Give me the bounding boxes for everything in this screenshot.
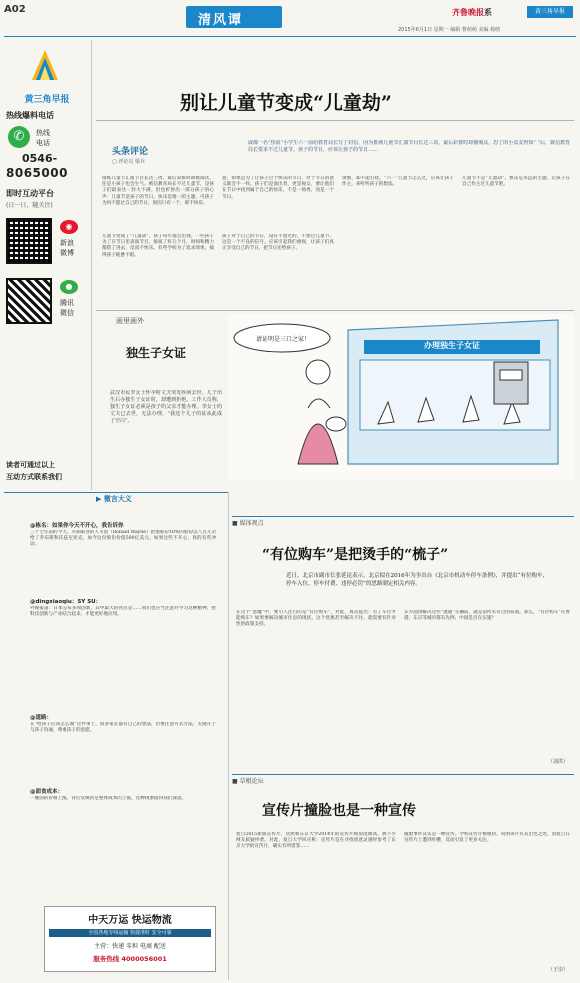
view-tag-text: 媒体观点 <box>239 520 264 527</box>
headline-body-5: 现象，却不能打扰。“六一”儿童节怎么过，应该让孩子作主，多听听孩子的想法。 <box>342 176 454 188</box>
talk-tag-marker-icon: ■ <box>232 778 238 785</box>
view-tag <box>232 518 264 527</box>
cartoon-rule <box>96 310 574 311</box>
weibo-item-name: @面食成本： <box>30 789 64 795</box>
page-number: A02 <box>4 4 26 15</box>
talk-rule <box>232 774 574 775</box>
weibo-header <box>96 494 132 504</box>
scan-text-2: 互动方式联系我们 <box>6 473 62 481</box>
brand-logo-icon <box>28 50 62 88</box>
weibo-item-4 <box>30 788 216 860</box>
weibo-qr-code[interactable] <box>6 218 52 264</box>
hotline-number[interactable]: 8065000 <box>6 166 68 180</box>
weibo-label-2: 微博 <box>60 249 74 257</box>
wechat-label-2: 微信 <box>60 309 74 317</box>
weibo-item-text: 一碗面的价格上涨，背后反映的是整体成本的上涨，这种现象值得我们深思。 <box>30 796 187 801</box>
cartoon-title: 独生子女证 <box>126 346 187 360</box>
weibo-item-name: @道路： <box>30 715 53 721</box>
weibo-label-1: 新浪 <box>60 239 74 247</box>
masthead-badge: 黄三角早报 <box>527 6 573 18</box>
headline-body-3: 意，如果是为了让孩子过个快乐的节日，对于节日的意义就会不一样。孩子们是演出者，更是观众，要让他们在节日中找到属于自己的快乐，不是一场秀，而是一个节日。 <box>222 176 334 200</box>
hotline-area-code[interactable]: 0546- <box>22 152 58 165</box>
sidebar-divider <box>91 40 92 490</box>
headline-body-6: 儿童节不是“儿童劫”，快乐是永远的主题，让孩子在自己作主过儿童节吧。 <box>462 176 570 188</box>
headline-title: 别让儿童节变成“儿童劫” <box>180 92 392 114</box>
view-sign: （刘洪） <box>548 759 569 765</box>
hotline-label-2: 电话 <box>36 139 50 147</box>
wechat-label-1: 腾讯 <box>60 299 74 307</box>
phone-icon: ✆ <box>8 126 30 148</box>
view-tag-marker-icon: ■ <box>232 520 238 527</box>
view-lead: 近日，北京市副市长张延昆表示，北京拟在2016年为争出台《北京市机动车停车条例》，并提出“有位购车、停车入位、停车付费、违停必罚”的思路制定相关内容。 <box>286 573 548 587</box>
sidebar <box>4 40 88 480</box>
weibo-header-text: 微言大义 <box>103 495 132 503</box>
ad-phone[interactable]: 服务热线 4000056001 <box>93 955 167 963</box>
cartoon-kicker: 画里画外 <box>116 317 144 325</box>
weibo-item-name: @dingxiaoqiu：SY SU： <box>30 599 102 605</box>
cartoon-body: 武汉市民李女士怀孕时丈夫突发疾病去世，儿子出生后办独生子女证时，却遭到拒绝。工作人员称，独生子女证必须是孩子的父亲才能办理。李女士的丈夫已去世，无法办理，“我这个儿子的证从此成了空白”。 <box>110 390 222 424</box>
talk-tag-text: 草根论坛 <box>239 778 264 785</box>
talk-title: 宣传片撞脸也是一种宣传 <box>262 803 416 819</box>
weibo-item-3 <box>30 714 216 786</box>
ad-line-3: 主营：快递 零担 电商 配送 <box>94 943 166 950</box>
scan-text-1: 读者可通过以上 <box>6 461 55 469</box>
headline-lead: 戚都一名“热血”小学生六一前给教育局长写了封信，因为排满儿童节汇演节目长达三周，最后彩排时却被淘汰，恐了的小盆友得知“ ”后，致信教育局长要求不过儿童节。孩子的节日，应该让孩子的节日…… <box>248 140 570 153</box>
weibo-item-name: @栋名：如果你今天不开心，我告诉你 <box>30 523 124 529</box>
advertisement[interactable] <box>44 906 216 972</box>
wechat-qr-code[interactable] <box>6 278 52 324</box>
headline-kicker: 头条评论 <box>112 147 149 157</box>
weibo-header-marker-icon: ▶ <box>96 495 102 503</box>
headline-byline <box>112 158 145 165</box>
weibo-icon: ◉ <box>60 220 78 234</box>
talk-tag <box>232 776 264 785</box>
cartoon-bubble: 请证明是三口之家！ <box>255 336 310 343</box>
section-title: 清风谭 <box>198 13 244 28</box>
weibo-item-1 <box>30 522 216 576</box>
masthead-logo <box>452 7 492 18</box>
date-line: 2015年6月1日 星期一 编辑 曹萌萌 美编 杨晴 <box>398 27 501 33</box>
view-rule <box>232 516 574 517</box>
column-divider <box>228 492 229 980</box>
weibo-item-2 <box>30 598 216 676</box>
headline-body-2: 儿童节变成了“儿童劫”，孩子每年都会出现。一些孩子为了在节日里表演节目，排演了好几个月，时间和精力都搭了进去，反而不快乐。有些学校为了追求效果，搞得孩子疲惫不堪。 <box>102 234 214 258</box>
pen-icon: ▢ <box>112 159 117 165</box>
hotline-label-1: 热线 <box>36 129 50 137</box>
byline-text: 评论员 梁兵 <box>118 159 145 165</box>
wechat-icon: ● <box>60 280 78 294</box>
hotline-title: 热线爆料电话 <box>6 111 54 120</box>
ad-line-1: 中天万运 快运物流 <box>88 915 172 926</box>
weibo-item-text: 三十七年前的今天，早期职业的人韦恩（Ronald Wayne）把他那份10%的股份以八百元卖给了乔布斯和沃兹尼亚克，如今这份股份价值580亿美元。如果这些不开心，真的有些冲动。 <box>30 530 216 548</box>
masthead-logo-text: 齐鲁晚报 <box>452 8 484 17</box>
headline-body-1: 排练儿童节汇演节目长达三周，最后彩排时却被淘汰，任是小孩子也会生气。被信教育局长不过儿童节，是孩子们最表达一封大不满。但也折射出一部分孩子的心声：儿童节是孩子的节日，快乐是唯一的主题，可孩子为何不愿过自己的节日，原因只有一个，即不快乐。 <box>102 176 214 206</box>
talk-body-1: 复旦2015新版宣传片，居然和东京大学2014年的宣传片相似度极高，被不少网友质疑抄袭。对此，复旦大学回应称：宣传片是在寻找创意灵感时参考了东京大学的宣传片，确实有所借鉴…… <box>236 832 396 850</box>
headline-body-4: 孩子对于自己的节日，没有不想过的，不想过儿童节，这是一个不良的信号。应该引起我们重视，让孩子们真正享受自己的节日，把节日还给孩子。 <box>222 234 334 252</box>
weibo-item-text: 外媒报道：日本公布多项创新，其中最大的亮点是……我们也应当注意并学习这种精神，把科技创新与产业结合起来，才能更好地应用。 <box>30 606 216 618</box>
interact-hours: (日一日，随关注) <box>6 202 53 209</box>
brand-name: 黄三角早报 <box>24 95 70 105</box>
cartoon-sign: 办理独生子女证 <box>424 341 480 350</box>
view-body-2: 东方面由解决这些“流通”车辆前，就是前所未有过的局面。那么，“有位购车”在香港、东京等城市都有先例，中国是否在实施？ <box>404 610 570 622</box>
interact-title: 即时互动平台 <box>6 189 54 198</box>
cartoon-illustration <box>228 314 574 480</box>
ad-line-2: 全国各地专线运输 快捷准时 安全可靠 <box>49 929 211 937</box>
weibo-rule <box>4 492 228 493</box>
talk-sign: （王崇） <box>548 967 569 973</box>
view-body-1: 在这个“恶魔”中，要引人注目的是“有位购车”，对此，再次提出：有了车位才能购车？如果要解决城市住房的现状，这个优惠甚至解决不住，就需要有针对性的政策支持。 <box>236 610 396 628</box>
header-rule <box>4 36 576 37</box>
headline-rule <box>96 120 574 121</box>
weibo-item-text: 在“给孩子应该怎么做”这件事上，很多家长都有自己的想法，但要注意方式方法，关键在于与孩子沟通，尊重孩子的意愿。 <box>30 722 216 734</box>
masthead-logo-tail: 系 <box>484 8 492 17</box>
view-title: “有位购车”是把烫手的“梳子” <box>262 547 449 563</box>
talk-body-2: 撞脸事件其实是一种宣传。学校宣传片被模仿，说明该片有其出色之处，而复旦在宣传片上遭到吐槽，反而引发了更多关注。 <box>404 832 570 844</box>
